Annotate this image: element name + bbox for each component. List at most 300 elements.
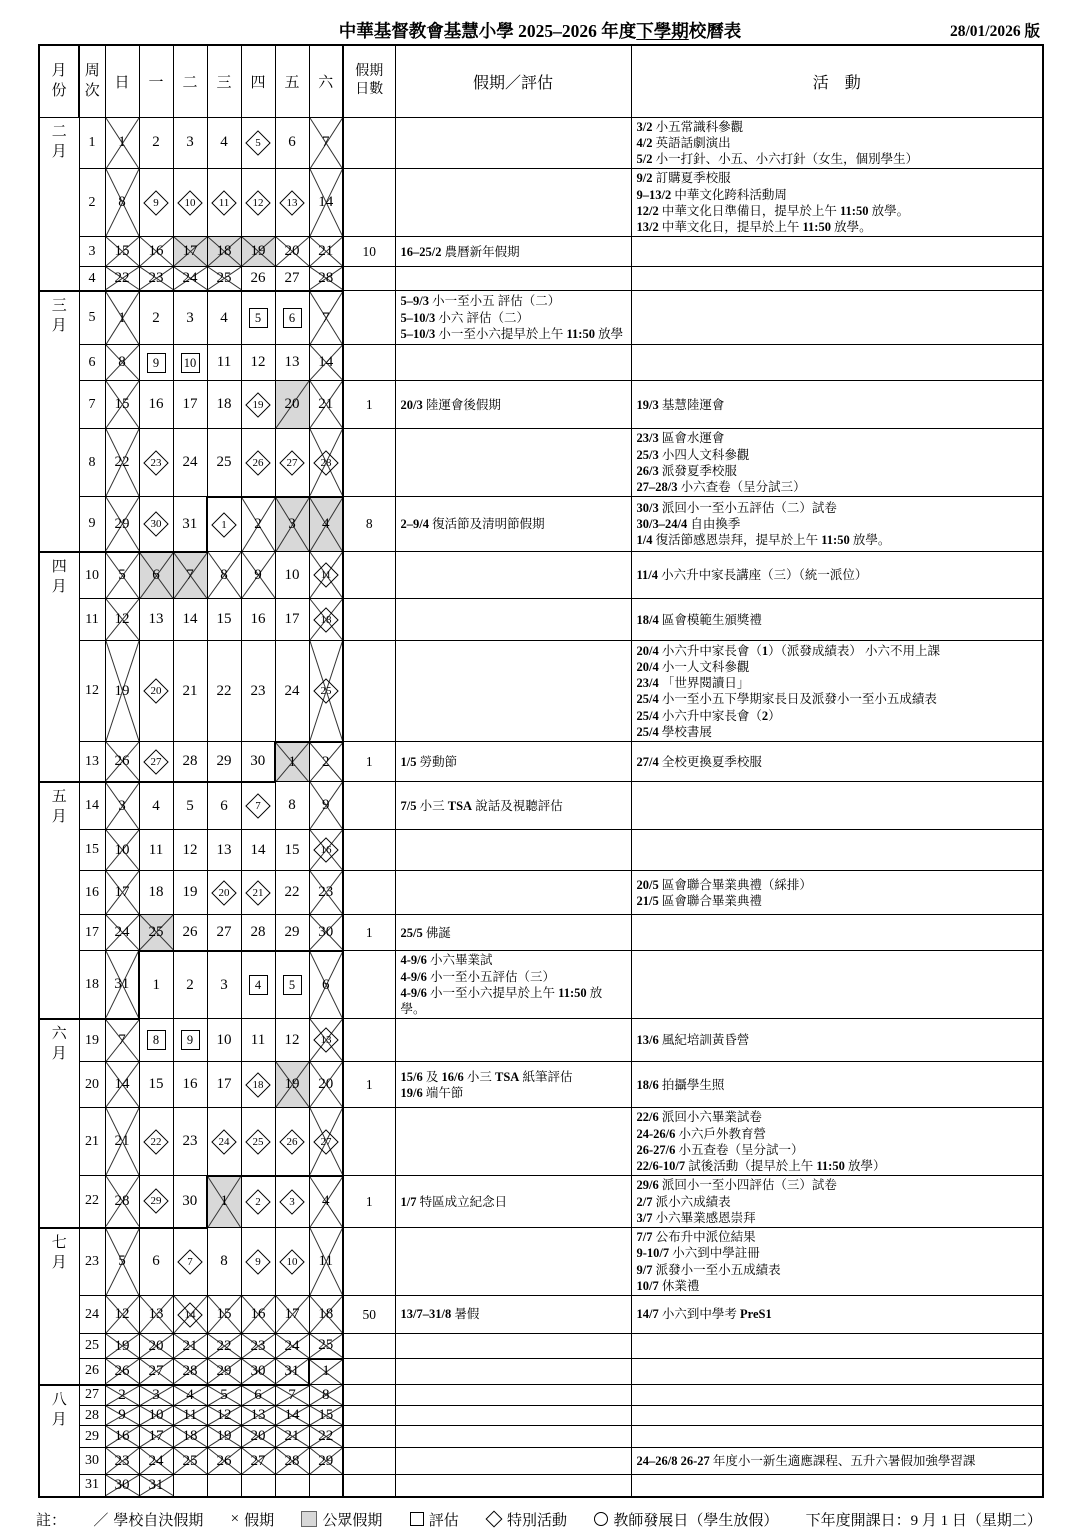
day-cell <box>139 1296 173 1334</box>
day-cell <box>275 1019 309 1062</box>
week-number: 23 <box>79 1228 105 1296</box>
day-cell <box>275 1062 309 1108</box>
day-number: 18 <box>182 1428 198 1444</box>
holiday-assess-cell <box>395 1406 631 1426</box>
week-row <box>39 429 1043 497</box>
holiday-count-cell <box>343 1385 395 1406</box>
day-number: 25 <box>182 1452 198 1469</box>
day-number: 10 <box>114 841 130 858</box>
holiday-assess-cell <box>395 1019 631 1062</box>
holiday-assess-cell: 20/3 陸運會後假期 <box>395 381 631 429</box>
day-cell <box>275 1176 309 1228</box>
diamond-shape: 13 <box>313 1028 338 1053</box>
day-cell <box>275 1426 309 1448</box>
day-number: 24 <box>284 682 300 699</box>
holiday-assess-cell <box>395 830 631 871</box>
day-number: 13 <box>148 611 164 628</box>
day-cell <box>105 169 139 237</box>
week-row <box>39 1019 1043 1062</box>
day-cell <box>173 429 207 497</box>
day-cell <box>309 1019 343 1062</box>
day-cell <box>139 782 173 830</box>
diamond-shape: 29 <box>143 1189 168 1214</box>
day-number: 7 <box>322 134 330 151</box>
day-cell <box>309 641 343 742</box>
diamond-shape: 30 <box>143 511 168 536</box>
day-cell <box>241 1406 275 1426</box>
day-number: 23 <box>250 1337 266 1354</box>
day-cell <box>207 1228 241 1296</box>
day-cell <box>173 1296 207 1334</box>
day-cell <box>275 291 309 345</box>
day-cell <box>173 1426 207 1448</box>
diamond-shape: 1 <box>212 512 237 537</box>
week-row <box>39 1426 1043 1448</box>
holiday-count-cell <box>343 599 395 641</box>
day-cell <box>139 267 173 291</box>
day-number: 27 <box>148 1362 164 1379</box>
calendar-body <box>39 117 1043 1497</box>
day-cell <box>139 1108 173 1176</box>
day-number: 2 <box>118 1386 126 1403</box>
diamond-shape: 26 <box>279 1129 304 1154</box>
day-number: 4 <box>186 1386 194 1403</box>
header-holiday-assess: 假期／評估 <box>395 45 631 117</box>
day-cell <box>309 267 343 291</box>
day-cell <box>105 951 139 1019</box>
holiday-assess-cell <box>395 169 631 237</box>
day-cell <box>275 599 309 641</box>
circle-icon <box>594 1512 608 1526</box>
day-number: 22 <box>216 1337 232 1354</box>
holiday-assess-cell <box>395 871 631 915</box>
day-cell <box>207 1406 241 1426</box>
diamond-shape: 19 <box>245 392 270 417</box>
holiday-assess-cell <box>395 1385 631 1406</box>
day-cell <box>309 169 343 237</box>
week-row <box>39 1228 1043 1296</box>
week-row <box>39 169 1043 237</box>
week-row <box>39 742 1043 782</box>
day-number: 16 <box>250 611 266 628</box>
day-number: 17 <box>114 884 130 901</box>
holiday-assess-cell: 7/5 小三 TSA 說話及視聽評估 <box>395 782 631 830</box>
holiday-assess-cell: 25/5 佛誕 <box>395 915 631 951</box>
header-week: 周次 <box>79 45 105 117</box>
day-number: 29 <box>318 1452 334 1469</box>
holiday-assess-cell: 15/6 及 16/6 小三 TSA 紙筆評估 19/6 端午節 <box>395 1062 631 1108</box>
day-cell <box>309 1426 343 1448</box>
day-cell <box>309 915 343 951</box>
day-cell <box>241 1475 275 1497</box>
day-number: 21 <box>318 396 334 413</box>
month-label: 六月 <box>51 1025 67 1062</box>
holiday-assess-cell <box>395 267 631 291</box>
day-cell <box>241 1359 275 1385</box>
day-cell <box>105 552 139 599</box>
day-cell <box>173 782 207 830</box>
day-cell <box>241 742 275 782</box>
header-row <box>39 45 1043 117</box>
day-cell <box>309 381 343 429</box>
legend-item <box>594 1509 778 1530</box>
week-row <box>39 552 1043 599</box>
day-number: 5 <box>118 567 126 583</box>
diamond-shape: 7 <box>245 793 270 818</box>
week-row <box>39 291 1043 345</box>
day-cell <box>241 117 275 169</box>
day-number: 6 <box>152 567 160 583</box>
diamond-shape: 26 <box>245 450 270 475</box>
day-number: 29 <box>284 924 300 940</box>
activities-cell <box>631 1334 1043 1359</box>
day-cell <box>105 1426 139 1448</box>
diamond-shape: 20 <box>211 880 236 905</box>
day-number: 5 <box>220 1386 228 1403</box>
day-number: 8 <box>288 797 296 814</box>
diamond-shape: 27 <box>279 450 304 475</box>
day-cell <box>309 1334 343 1359</box>
day-cell <box>207 830 241 871</box>
week-row <box>39 915 1043 951</box>
square-shape: 5 <box>283 975 302 995</box>
day-cell <box>105 345 139 381</box>
activities-cell: 20/5 區會聯合畢業典禮（綵排） 21/5 區會聯合畢業典禮 <box>631 871 1043 915</box>
activities-cell: 29/6 派回小一至小四評估（三）試卷 2/7 派小六成績表 3/7 小六畢業感恩崇拜 <box>631 1176 1043 1228</box>
day-cell <box>105 599 139 641</box>
week-number: 2 <box>79 169 105 237</box>
diamond-shape: 9 <box>245 1249 270 1274</box>
day-number: 11 <box>250 1031 266 1048</box>
holiday-assess-cell <box>395 1334 631 1359</box>
day-cell <box>241 1108 275 1176</box>
day-cell <box>139 169 173 237</box>
day-cell <box>173 1334 207 1359</box>
activities-cell <box>631 1359 1043 1385</box>
day-cell <box>173 117 207 169</box>
holiday-count-cell: 1 <box>343 742 395 782</box>
day-number: 8 <box>220 566 228 583</box>
day-cell <box>275 169 309 237</box>
day-number: 27 <box>250 1452 266 1469</box>
day-number: 2 <box>186 976 194 993</box>
day-number: 30 <box>182 1192 198 1209</box>
day-number: 17 <box>182 396 198 413</box>
day-cell <box>105 1019 139 1062</box>
diamond-shape: 9 <box>143 190 168 215</box>
week-number: 7 <box>79 381 105 429</box>
header-holiday-count: 假期日數 <box>343 45 395 117</box>
header-day-fri: 五 <box>275 45 309 117</box>
day-number: 26 <box>114 1362 130 1379</box>
day-number: 14 <box>114 1076 130 1093</box>
day-cell <box>173 915 207 951</box>
day-cell <box>309 1448 343 1475</box>
week-row <box>39 497 1043 552</box>
activities-cell <box>631 782 1043 830</box>
day-cell <box>309 1296 343 1334</box>
holiday-assess-cell: 16–25/2 農曆新年假期 <box>395 237 631 267</box>
day-cell <box>241 830 275 871</box>
legend-item <box>93 1509 203 1530</box>
day-number: 28 <box>284 1452 300 1469</box>
day-number: 6 <box>152 1253 160 1270</box>
day-cell <box>139 381 173 429</box>
day-cell <box>309 1176 343 1228</box>
day-number: 19 <box>284 1076 300 1093</box>
day-number: 14 <box>318 354 334 371</box>
day-number: 24 <box>284 1337 300 1354</box>
diamond-shape: 27 <box>313 1129 338 1154</box>
day-cell <box>105 782 139 830</box>
week-row <box>39 782 1043 830</box>
week-number: 4 <box>79 267 105 291</box>
day-cell <box>139 1406 173 1426</box>
day-number: 20 <box>318 1076 334 1093</box>
activities-cell <box>631 267 1043 291</box>
diamond-shape: 27 <box>143 749 168 774</box>
day-number: 16 <box>148 396 164 413</box>
holiday-assess-cell <box>395 599 631 641</box>
day-number: 22 <box>114 270 130 286</box>
page-title <box>38 18 1042 43</box>
month-label: 七月 <box>51 1234 67 1271</box>
day-number: 3 <box>288 516 296 532</box>
header-day-thu: 四 <box>241 45 275 117</box>
day-number: 14 <box>318 194 334 211</box>
day-number: 3 <box>220 976 228 993</box>
day-cell <box>207 497 241 552</box>
day-cell <box>105 1108 139 1176</box>
day-cell <box>207 641 241 742</box>
week-number: 31 <box>79 1475 105 1497</box>
holiday-assess-cell <box>395 1448 631 1475</box>
holiday-assess-cell <box>395 345 631 381</box>
day-number: 10 <box>284 566 300 583</box>
holiday-count-cell <box>343 345 395 381</box>
legend-item-label: 公眾假期 <box>322 1512 383 1529</box>
day-cell <box>275 1385 309 1406</box>
day-cell <box>139 497 173 552</box>
day-number: 16 <box>182 1076 198 1093</box>
diamond-shape: 23 <box>143 450 168 475</box>
week-number: 11 <box>79 599 105 641</box>
day-cell <box>275 1108 309 1176</box>
week-number: 19 <box>79 1019 105 1062</box>
day-number: 13 <box>284 354 300 371</box>
month-label: 八月 <box>51 1391 67 1428</box>
day-number: 6 <box>254 1386 262 1403</box>
day-cell <box>173 951 207 1019</box>
day-cell <box>139 1334 173 1359</box>
day-cell <box>173 1062 207 1108</box>
day-cell <box>173 381 207 429</box>
day-number: 1 <box>220 1193 228 1210</box>
diamond-shape: 25 <box>313 678 338 703</box>
day-cell <box>207 1296 241 1334</box>
day-number: 5 <box>186 797 194 814</box>
legend-item-label: 假期 <box>244 1512 275 1529</box>
diamond-shape: 21 <box>245 880 270 905</box>
day-cell <box>207 381 241 429</box>
day-cell <box>309 951 343 1019</box>
week-row <box>39 1334 1043 1359</box>
day-number: 17 <box>284 1306 300 1322</box>
day-number: 17 <box>216 1076 232 1093</box>
day-cell <box>309 345 343 381</box>
holiday-assess-cell: 2–9/4 復活節及清明節假期 <box>395 497 631 552</box>
legend-item <box>410 1509 459 1530</box>
diamond-shape: 7 <box>177 1249 202 1274</box>
title-suffix: 校曆表 <box>688 21 742 41</box>
month-cell <box>39 291 79 552</box>
week-number: 6 <box>79 345 105 381</box>
day-number: 13 <box>148 1306 164 1322</box>
week-number: 22 <box>79 1176 105 1228</box>
holiday-count-cell <box>343 1108 395 1176</box>
day-cell <box>105 1475 139 1497</box>
day-cell <box>105 1296 139 1334</box>
day-number: 16 <box>250 1306 266 1322</box>
day-number: 26 <box>250 270 266 286</box>
day-cell <box>173 267 207 291</box>
day-cell <box>275 1228 309 1296</box>
day-cell <box>173 1475 207 1497</box>
day-cell <box>105 742 139 782</box>
holiday-assess-cell <box>395 1475 631 1497</box>
day-cell <box>275 381 309 429</box>
diamond-shape: 20 <box>143 679 168 704</box>
day-number: 18 <box>318 1306 334 1322</box>
day-cell <box>173 1176 207 1228</box>
day-cell <box>173 345 207 381</box>
day-cell <box>207 1385 241 1406</box>
day-cell <box>105 117 139 169</box>
legend-item-label: 教師發展日（學生放假） <box>613 1512 779 1529</box>
day-cell <box>105 871 139 915</box>
day-number: 8 <box>118 194 126 211</box>
week-row <box>39 1176 1043 1228</box>
day-cell <box>207 951 241 1019</box>
activities-cell <box>631 1385 1043 1406</box>
day-number: 22 <box>216 682 232 699</box>
header-day-sun: 日 <box>105 45 139 117</box>
holiday-count-cell <box>343 169 395 237</box>
day-cell <box>309 429 343 497</box>
day-number: 30 <box>114 1476 130 1493</box>
day-cell <box>139 1448 173 1475</box>
week-number: 25 <box>79 1334 105 1359</box>
activities-cell <box>631 951 1043 1019</box>
day-cell <box>309 1062 343 1108</box>
day-number: 17 <box>284 611 300 628</box>
day-cell <box>309 291 343 345</box>
holiday-count-cell <box>343 1334 395 1359</box>
day-number: 26 <box>182 924 198 940</box>
week-row <box>39 641 1043 742</box>
day-number: 4 <box>152 797 160 814</box>
activities-cell <box>631 291 1043 345</box>
week-number: 10 <box>79 552 105 599</box>
day-cell <box>207 1334 241 1359</box>
day-number: 12 <box>216 1407 232 1423</box>
holiday-count-cell <box>343 1426 395 1448</box>
day-cell <box>139 117 173 169</box>
day-number: 11 <box>182 1407 198 1423</box>
day-cell <box>139 1019 173 1062</box>
holiday-assess-cell <box>395 552 631 599</box>
day-cell <box>275 1448 309 1475</box>
holiday-count-cell: 50 <box>343 1296 395 1334</box>
day-cell <box>241 1176 275 1228</box>
legend-item-label: 特別活動 <box>507 1512 568 1529</box>
holiday-count-cell <box>343 117 395 169</box>
diamond-shape: 18 <box>245 1072 270 1097</box>
day-number: 14 <box>284 1407 300 1423</box>
day-number: 21 <box>284 1428 300 1444</box>
day-number: 29 <box>114 515 130 532</box>
day-cell <box>309 1108 343 1176</box>
header-activities: 活 動 <box>631 45 1043 117</box>
diamond-shape: 12 <box>245 190 270 215</box>
day-number: 11 <box>216 354 232 371</box>
day-cell <box>105 1228 139 1296</box>
day-number: 9 <box>254 566 262 583</box>
day-cell <box>207 871 241 915</box>
day-cell <box>275 782 309 830</box>
activities-cell: 14/7 小六到中學考 PreS1 <box>631 1296 1043 1334</box>
day-cell <box>241 951 275 1019</box>
holiday-count-cell <box>343 267 395 291</box>
day-number: 27 <box>216 924 232 940</box>
square-shape: 5 <box>249 308 268 328</box>
x-icon: × <box>230 1510 240 1527</box>
day-cell <box>105 1334 139 1359</box>
month-cell <box>39 1228 79 1385</box>
day-number: 18 <box>148 884 164 901</box>
day-cell <box>139 291 173 345</box>
day-cell <box>241 267 275 291</box>
activities-cell <box>631 915 1043 951</box>
square-shape: 8 <box>147 1030 166 1050</box>
square-shape: 9 <box>181 1030 200 1050</box>
holiday-assess-cell: 5–9/3 小一至小五 評估（二） 5–10/3 小六 評估（二） 5–10/3 小一至小六提早於上午 11:50 放學 <box>395 291 631 345</box>
day-number: 16 <box>148 243 164 260</box>
month-cell <box>39 117 79 291</box>
activities-cell: 9/2 訂購夏季校服 9–13/2 中華文化跨科活動周 12/2 中華文化日準備日，提早於上午 11:50 放學。 13/2 中華文化日，提早於上午 11:50 放學。 <box>631 169 1043 237</box>
day-number: 28 <box>114 1192 130 1209</box>
day-number: 3 <box>186 309 194 326</box>
day-cell <box>207 915 241 951</box>
day-number: 23 <box>148 270 164 286</box>
day-number: 30 <box>250 753 266 769</box>
activities-cell: 3/2 小五常識科參觀 4/2 英語話劇演出 5/2 小一打針、小五、小六打針（女生，個別學生） <box>631 117 1043 169</box>
day-number: 15 <box>216 611 232 628</box>
day-cell <box>139 915 173 951</box>
day-cell <box>173 1406 207 1426</box>
day-cell <box>173 871 207 915</box>
week-number: 3 <box>79 237 105 267</box>
week-number: 15 <box>79 830 105 871</box>
holiday-count-cell: 8 <box>343 497 395 552</box>
week-number: 17 <box>79 915 105 951</box>
square-shape: 10 <box>181 353 200 373</box>
activities-cell <box>631 1406 1043 1426</box>
header-day-wed: 三 <box>207 45 241 117</box>
holiday-assess-cell <box>395 1359 631 1385</box>
diamond-shape: 10 <box>279 1249 304 1274</box>
day-cell <box>241 871 275 915</box>
